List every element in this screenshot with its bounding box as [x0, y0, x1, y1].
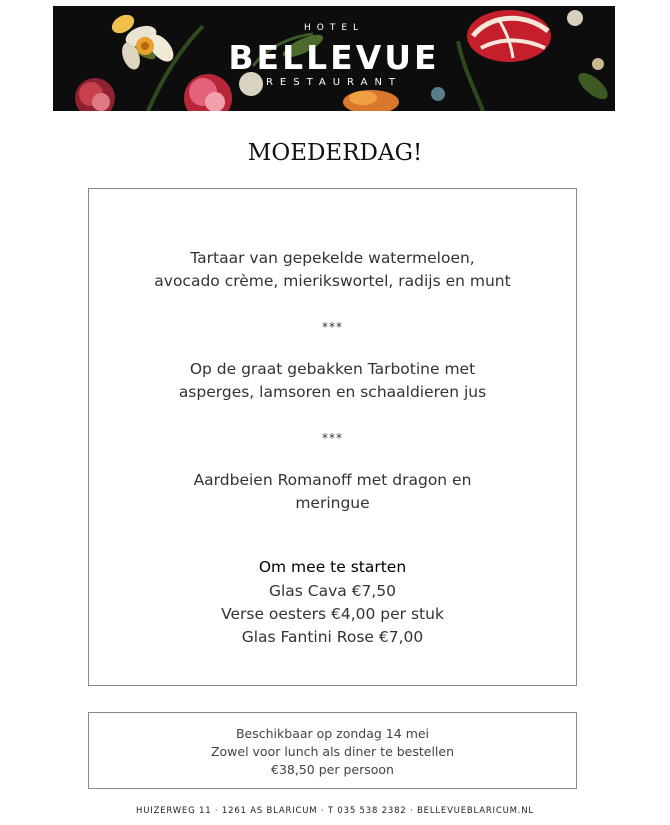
header-banner [53, 6, 615, 111]
availability-date: Beschikbaar op zondag 14 mei [235, 726, 430, 741]
availability-box [88, 712, 577, 789]
starters-heading: Om mee te starten [258, 558, 407, 576]
footer-address: HUIZERWEG 11 · 1261 AS BLARICUM · T 035 538 2382 · BELLEVUEBLARICUM.NL [136, 806, 534, 816]
course-2-line-1: Op de graat gebakken Tarbotine met [189, 360, 476, 378]
logo-hotel-text: HOTEL [303, 23, 365, 33]
course-3-line-2: meringue [295, 494, 370, 512]
logo-name-text: BELLEVUE [228, 38, 440, 77]
course-3-line-1: Aardbeien Romanoff met dragon en [193, 471, 472, 489]
price-per-person: €38,50 per persoon [271, 762, 394, 777]
logo-restaurant-text: RESTAURANT [265, 77, 403, 88]
course-separator: *** [322, 320, 343, 334]
menu-card [88, 188, 577, 686]
availability-meals: Zowel voor lunch als diner te bestellen [210, 744, 455, 759]
course-1-line-2: avocado crème, mierikswortel, radijs en munt [154, 272, 511, 290]
page-title: MOEDERDAG! [247, 140, 423, 166]
course-separator: *** [322, 431, 343, 445]
starter-item: Verse oesters €4,00 per stuk [221, 605, 444, 623]
course-1-line-1: Tartaar van gepekelde watermeloen, [190, 249, 475, 267]
starter-item: Glas Fantini Rose €7,00 [241, 628, 424, 646]
starter-item: Glas Cava €7,50 [268, 582, 397, 600]
course-2-line-2: asperges, lamsoren en schaaldieren jus [178, 383, 487, 401]
hotel-logo [53, 6, 615, 111]
